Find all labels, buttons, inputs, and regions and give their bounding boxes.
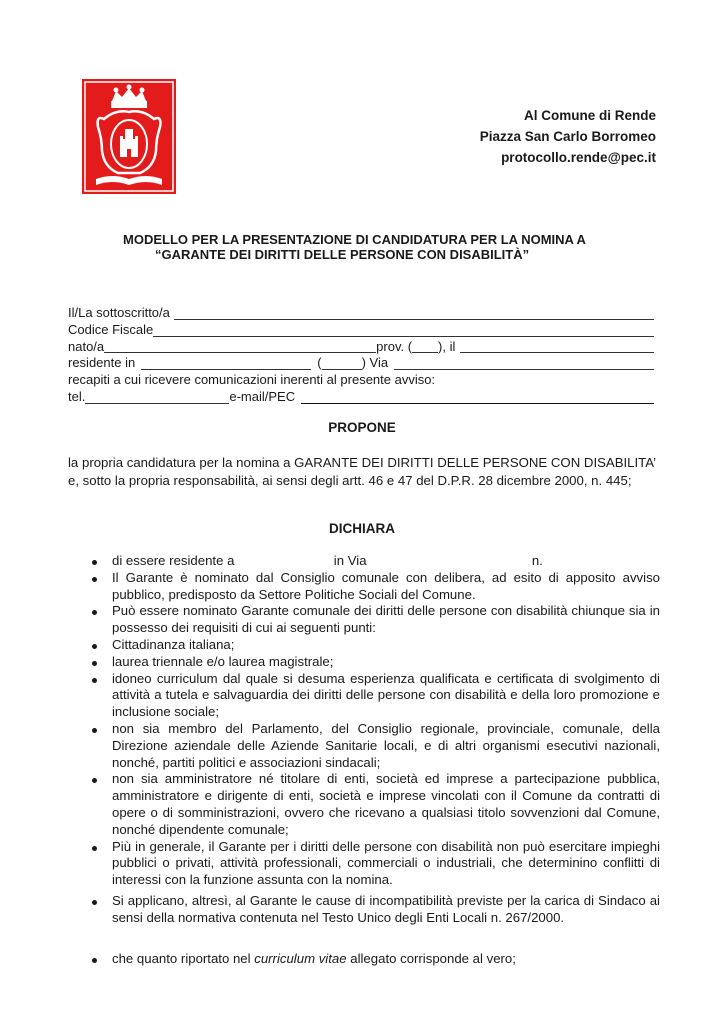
data-nascita-field[interactable] [460, 340, 654, 353]
residente-comune-field[interactable] [141, 357, 311, 370]
list-item: non sia amministratore né titolare di enti, società ed imprese a partecipazione pubblica, amministratore e dirigente di enti, società e imprese vincolati con il Comune da contratti di opere o di somministrazioni, ovvero che ricevano a qualsiasi titolo sovvenzioni dal Comune, nonché dipendente comunale; [68, 771, 660, 838]
via-field[interactable] [394, 357, 654, 370]
list-item: idoneo curriculum dal quale si desuma esperienza qualificata e certificata di svolgimento di attività a tutela e salvaguardia dei diritti delle persone con disabilità e della loro promozione e inclusione sociale; [68, 671, 660, 721]
coat-of-arms-icon [82, 79, 176, 194]
residente-label: residente in [68, 355, 136, 371]
dichiara-heading: DICHIARA [329, 521, 395, 536]
sottoscritto-label: Il/La sottoscritto/a [68, 305, 170, 320]
list-item: Cittadinanza italiana; [68, 637, 660, 654]
paren-open: ( [317, 355, 322, 371]
numero-text: n. [531, 553, 543, 568]
form-row-codice-fiscale [68, 322, 654, 339]
codice-fiscale-label: Codice Fiscale [68, 321, 154, 337]
email-field[interactable] [301, 391, 654, 404]
form-row-sottoscritto [68, 305, 654, 322]
list-item-curriculum [68, 951, 660, 968]
title-line-1: MODELLO PER LA PRESENTAZIONE DI CANDIDATURA PER LA NOMINA A [123, 232, 586, 247]
propone-text: la propria candidatura per la nomina a GARANTE DEI DIRITTI DELLE PERSONE CON DISABILITA’ e, sotto la propria responsabilità, ai sensi degli artt. 46 e 47 del D.P.R. 28 dicembre 2000, n. 445; [68, 455, 656, 488]
list-item: Più in generale, il Garante per i diritti delle persone con disabilità non può esercitare impieghi pubblici o privati, attività professionali, commerciali o industriali, che determinino conflitti di interessi con la funzione assunta con la nomina. [68, 839, 660, 889]
form-row-nato [68, 339, 654, 356]
prov-nascita-field[interactable] [412, 340, 438, 353]
title-line-2: “GARANTE DEI DIRITTI DELLE PERSONE CON DISABILITÀ” [155, 247, 530, 262]
luogo-nascita-field[interactable] [104, 340, 376, 353]
sottoscritto-field[interactable] [174, 307, 654, 320]
list-item: non sia membro del Parlamento, del Consiglio regionale, provinciale, comunale, della Direzione aziendale delle Aziende Sanitarie locali, e di altri organismi esecutivi nazionali, nonché, partiti politici e associazioni sindacali; [68, 721, 660, 771]
prov-label: prov. ( [376, 338, 413, 354]
recipient-name: Al Comune di Rende [523, 108, 656, 123]
curriculum-before: che quanto riportato nel [112, 950, 255, 966]
list-item: Può essere nominato Garante comunale dei diritti delle persone con disabilità chiunque sia in possesso dei requisiti di cui ai seguenti punti: [68, 603, 660, 637]
list-item-residenza [68, 553, 660, 570]
curriculum-after: allegato corrisponde al vero; [346, 950, 516, 966]
form-row-residente [68, 355, 654, 372]
in-via-text: in Via [333, 553, 367, 568]
document-title [0, 232, 724, 262]
tel-field[interactable] [85, 391, 229, 404]
propone-heading: PROPONE [328, 420, 396, 435]
comune-logo [82, 79, 176, 194]
form-row-contatti [68, 389, 654, 406]
email-label: e-mail/PEC [229, 388, 296, 404]
list-item: Il Garante è nominato dal Consiglio comunale con delibera, ad esito di apposito avviso pubblico, predisposto da Settore Politiche Sociali del Comune. [68, 570, 660, 604]
residente-prov-field[interactable] [322, 357, 362, 370]
nato-label: nato/a [68, 338, 105, 354]
codice-fiscale-field[interactable] [153, 324, 654, 337]
recipient-address [480, 105, 656, 168]
recipient-street: Piazza San Carlo Borromeo [479, 129, 656, 144]
dichiara-list [68, 553, 660, 967]
form-row-recapiti [68, 372, 654, 389]
recapiti-label: recapiti a cui ricevere comunicazioni inerenti al presente avviso: [68, 372, 436, 388]
prov-close-label: ), il [438, 338, 456, 354]
list-item: Si applicano, altresì, al Garante le cause di incompatibilità previste per la carica di Sindaco ai sensi della normativa contenuta nel Testo Unico degli Enti Locali n. 267/2000. [68, 893, 660, 927]
via-label: ) Via [361, 355, 389, 371]
recipient-pec: protocollo.rende@pec.it [501, 150, 656, 165]
tel-label: tel. [68, 388, 86, 404]
residente-text: di essere residente a [112, 553, 235, 568]
list-item: laurea triennale e/o laurea magistrale; [68, 654, 660, 671]
applicant-form [68, 305, 654, 406]
curriculum-italic: curriculum vitae [254, 950, 347, 966]
